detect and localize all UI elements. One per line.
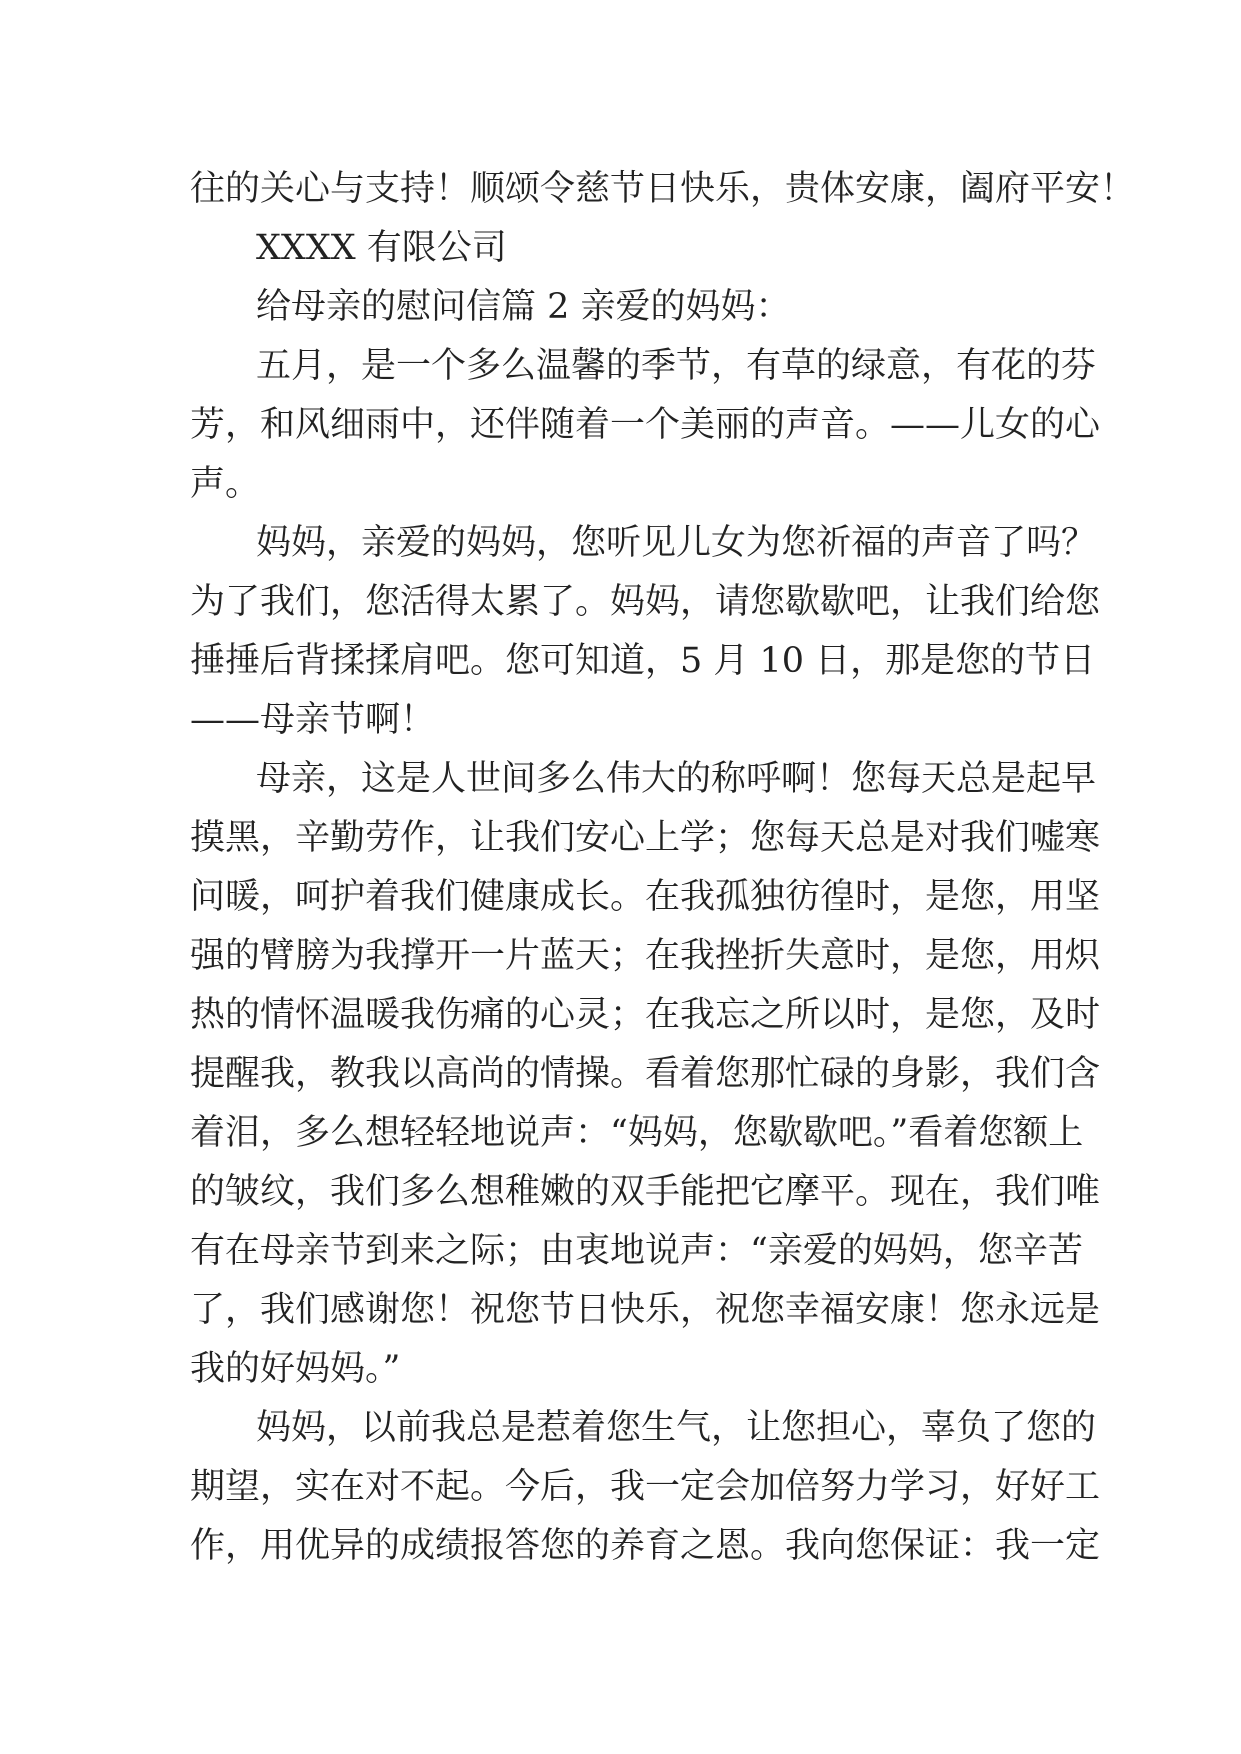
text-line: 强的臂膀为我撑开一片蓝天；在我挫折失意时，是您，用炽 bbox=[190, 936, 1101, 976]
text-line: 我的好妈妈。” bbox=[190, 1349, 401, 1389]
text-line: 期望，实在对不起。今后，我一定会加倍努力学习，好好工 bbox=[190, 1467, 1101, 1507]
text-line: 为了我们，您活得太累了。妈妈，请您歇歇吧，让我们给您 bbox=[190, 582, 1101, 622]
letter-body bbox=[190, 160, 1136, 1576]
text-line: 着泪，多么想轻轻地说声：“妈妈，您歇歇吧。”看着您额上 bbox=[190, 1113, 1084, 1153]
letter-heading: 给母亲的慰问信篇 2 亲爱的妈妈： bbox=[256, 287, 791, 327]
text-line: 的皱纹，我们多么想稚嫩的双手能把它摩平。现在，我们唯 bbox=[190, 1172, 1101, 1212]
text-line: 捶捶后背揉揉肩吧。您可知道，5 月 10 日，那是您的节日 bbox=[190, 641, 1096, 681]
text-line: 妈妈，以前我总是惹着您生气，让您担心，辜负了您的 bbox=[256, 1408, 1097, 1448]
text-line: 问暖，呵护着我们健康成长。在我孤独彷徨时，是您，用坚 bbox=[190, 877, 1101, 917]
text-line: 热的情怀温暖我伤痛的心灵；在我忘之所以时，是您，及时 bbox=[190, 995, 1101, 1035]
company-signature: XXXX 有限公司 bbox=[256, 228, 507, 268]
text-line: 芳，和风细雨中，还伴随着一个美丽的声音。——儿女的心 bbox=[190, 405, 1101, 445]
text-line: 了，我们感谢您！祝您节日快乐，祝您幸福安康！您永远是 bbox=[190, 1290, 1101, 1330]
text-line: 往的关心与支持！顺颂令慈节日快乐，贵体安康，阖府平安！ bbox=[190, 169, 1136, 209]
text-line: 声。 bbox=[190, 464, 261, 504]
text-line: 提醒我，教我以高尚的情操。看着您那忙碌的身影，我们含 bbox=[190, 1054, 1101, 1094]
text-line: 妈妈，亲爱的妈妈，您听见儿女为您祈福的声音了吗？ bbox=[256, 523, 1097, 563]
text-line: 母亲，这是人世间多么伟大的称呼啊！您每天总是起早 bbox=[256, 759, 1097, 799]
text-line: ——母亲节啊！ bbox=[190, 700, 436, 740]
text-line: 摸黑，辛勤劳作，让我们安心上学；您每天总是对我们嘘寒 bbox=[190, 818, 1101, 858]
text-line: 作，用优异的成绩报答您的养育之恩。我向您保证：我一定 bbox=[190, 1526, 1101, 1566]
text-line: 五月，是一个多么温馨的季节，有草的绿意，有花的芬 bbox=[256, 346, 1097, 386]
text-line: 有在母亲节到来之际；由衷地说声：“亲爱的妈妈，您辛苦 bbox=[190, 1231, 1083, 1271]
